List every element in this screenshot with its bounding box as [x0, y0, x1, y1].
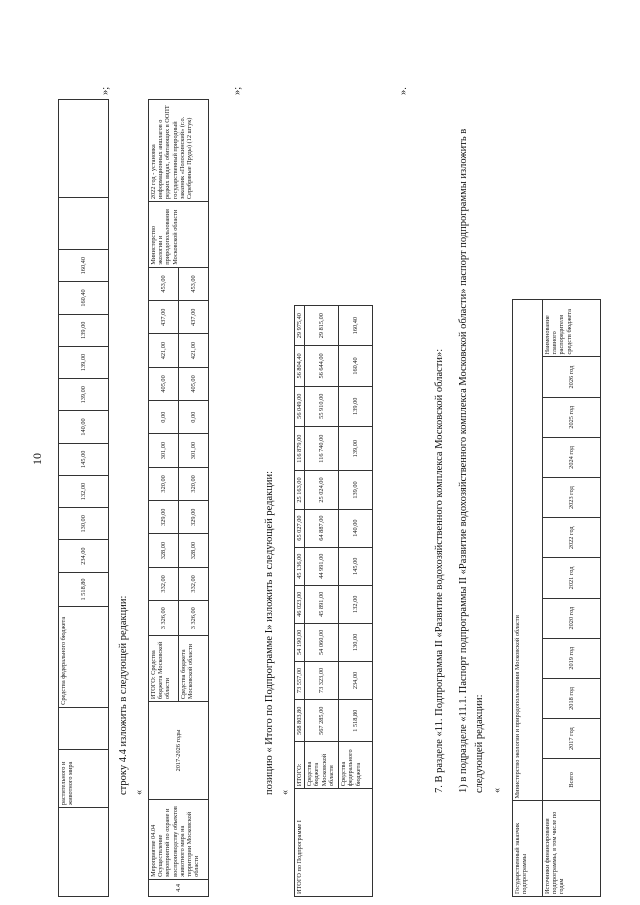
itogo-total-value: 46 023,00 [295, 585, 305, 623]
itogo-mo-value: 25 024,00 [305, 471, 339, 509]
row-4-4-total-value: 3 326,00 [149, 601, 179, 636]
row-4-4-table [148, 99, 209, 897]
passport-year: 2020 год [543, 598, 601, 638]
row-4-4-mo-value: 0,00 [179, 401, 209, 434]
open-quote: « [280, 790, 291, 795]
row-4-4-total-value: 0,00 [149, 401, 179, 434]
itogo-fed-value: 1 518,80 [339, 700, 373, 742]
passport-year: 2019 год [543, 638, 601, 678]
itogo-source-fed: Средства федерального бюджета [339, 742, 373, 789]
top-fragment-cell-empty [59, 198, 109, 250]
row-4-4-total-value: 405,00 [149, 367, 179, 400]
top-fragment-cell-empty [59, 100, 109, 198]
itogo-mo-value: 56 644,00 [305, 346, 339, 386]
top-fragment-value: 234,00 [59, 540, 109, 572]
row-4-4-mo-value: 301,00 [179, 434, 209, 467]
passport-table [512, 299, 601, 897]
top-fragment-value: 139,00 [59, 379, 109, 411]
section-7-heading: 7. В разделе «11. Подпрограмма II «Развитие водохозяйственного комплекса Московской области»: [434, 348, 445, 793]
closing-quote: ». [398, 87, 409, 95]
measure-period: 2017-2026 годы [149, 702, 209, 800]
passport-year: 2022 год [543, 518, 601, 558]
itogo-mo-value: 45 891,00 [305, 585, 339, 623]
top-fragment-value: 132,00 [59, 475, 109, 507]
row-4-4-mo-value: 320,00 [179, 467, 209, 500]
passport-sources-label: Источники финансирования подпрограммы, в том числе по годам [543, 801, 601, 897]
itogo-fed-value: 160,40 [339, 346, 373, 386]
top-fragment-cell-empty [59, 707, 109, 749]
passport-year: 2024 год [543, 437, 601, 477]
item-1-line-1: 1) в подразделе «11.1. Паспорт подпрограммы II «Развитие водохозяйственного комплекса Московской области» паспорт подпрограммы изложить в [458, 128, 469, 793]
row-4-4-total-value: 332,00 [149, 567, 179, 600]
itogo-total-value: 29 975,40 [295, 306, 305, 346]
itogo-fed-value: 132,00 [339, 585, 373, 623]
top-fragment-value: 139,00 [59, 346, 109, 378]
itogo-mo-value: 44 991,00 [305, 547, 339, 585]
open-quote: « [134, 790, 145, 795]
row-4-4-total-value: 301,00 [149, 434, 179, 467]
top-fragment-value: 130,00 [59, 508, 109, 540]
expected-result: 2022 год - установка информационных аншлагов о редких видах, обитающих в ООПТ государственный природный заказник «Полоскинский» (г.о. Серебряные Пруды) (12 штук) [149, 100, 209, 202]
passport-year: 2018 год [543, 678, 601, 718]
row-4-4-mo-value: 405,00 [179, 367, 209, 400]
top-fragment-value: 145,00 [59, 443, 109, 475]
row-4-4-mo-value: 329,00 [179, 501, 209, 534]
itogo-total-value: 54 190,00 [295, 623, 305, 661]
top-fragment-cell-empty [59, 808, 109, 897]
itogo-fed-value: 139,00 [339, 386, 373, 426]
passport-year: 2021 год [543, 558, 601, 598]
itogo-mo-value: 567 285,00 [305, 700, 339, 742]
itogo-fed-value: 160,40 [339, 306, 373, 346]
item-1-line-2: следующей редакции: [474, 694, 485, 793]
itogo-total-value: 56 049,00 [295, 386, 305, 426]
passport-year: 2025 год [543, 397, 601, 437]
instruction-itogo: позицию « Итого по Подпрограмме I» изложить в следующей редакции: [264, 470, 275, 795]
top-fragment-value: 160,40 [59, 282, 109, 314]
itogo-mo-value: 55 910,00 [305, 386, 339, 426]
top-fragment-table [58, 99, 109, 897]
itogo-fed-value: 139,00 [339, 426, 373, 471]
itogo-mo-value: 73 323,00 [305, 661, 339, 699]
itogo-total-value: 65 027,00 [295, 509, 305, 547]
top-fragment-value: 139,00 [59, 314, 109, 346]
closing-quote: »; [100, 86, 111, 95]
itogo-total-value: 568 803,80 [295, 700, 305, 742]
row-4-4-total-value: 328,00 [149, 534, 179, 567]
responsible-executor: Министерство экологии и природопользования Московской области [149, 202, 209, 268]
top-fragment-value: 1 518,80 [59, 572, 109, 606]
row-4-4-total-value: 320,00 [149, 467, 179, 500]
measure-name: Мероприятие 04.04 Осуществление мероприятий по охране и воспроизводству объектов животного мира на территории Московской области [149, 800, 209, 880]
itogo-mo-value: 64 887,00 [305, 509, 339, 547]
itogo-total-value: 116 879,00 [295, 426, 305, 471]
passport-customer-label: Государственный заказчик подпрограммы [513, 801, 543, 897]
row-4-4-mo-value: 421,00 [179, 334, 209, 367]
source-total: ИТОГО: Средства бюджета Московской области [149, 636, 179, 702]
passport-year: 2023 год [543, 478, 601, 518]
itogo-total-value: 45 136,00 [295, 547, 305, 585]
row-4-4-total-value: 453,00 [149, 267, 179, 300]
itogo-fed-value: 140,00 [339, 509, 373, 547]
passport-customer-value: Министерство экологии и природопользования Московской области [513, 300, 543, 801]
top-fragment-value: 160,40 [59, 250, 109, 282]
itogo-mo-value: 29 815,00 [305, 306, 339, 346]
passport-year: 2017 год [543, 719, 601, 759]
itogo-source-total: ИТОГО: [295, 742, 305, 789]
itogo-source-mo: Средства бюджета Московской области [305, 742, 339, 789]
closing-quote: »; [232, 86, 243, 95]
source-mo-budget: Средства бюджета Московской области [179, 636, 209, 702]
row-4-4-mo-value: 437,00 [179, 301, 209, 334]
row-4-4-total-value: 437,00 [149, 301, 179, 334]
itogo-mo-value: 116 740,00 [305, 426, 339, 471]
open-quote: « [492, 788, 503, 793]
itogo-table [294, 305, 373, 897]
top-fragment-cell-source: Средства федерального бюджета [59, 607, 109, 708]
row-4-4-mo-value: 3 326,00 [179, 601, 209, 636]
top-fragment-value: 140,00 [59, 411, 109, 443]
row-number: 4.4 [149, 879, 209, 896]
passport-total-label: Всего [543, 759, 601, 801]
itogo-total-value: 73 557,00 [295, 661, 305, 699]
row-4-4-mo-value: 332,00 [179, 567, 209, 600]
instruction-row-4-4: строку 4.4 изложить в следующей редакции: [118, 595, 129, 795]
itogo-fed-value: 145,00 [339, 547, 373, 585]
itogo-fed-value: 234,00 [339, 661, 373, 699]
passport-year: 2026 год [543, 357, 601, 397]
row-4-4-total-value: 329,00 [149, 501, 179, 534]
top-fragment-cell-activity: растительного и животного мира [59, 750, 109, 808]
itogo-fed-value: 139,00 [339, 471, 373, 509]
passport-budget-manager-label: Наименование главного распорядителя средств бюджета [543, 300, 601, 358]
page-number: 10 [30, 453, 44, 465]
itogo-total-value: 25 163,00 [295, 471, 305, 509]
itogo-mo-value: 54 060,00 [305, 623, 339, 661]
row-4-4-mo-value: 328,00 [179, 534, 209, 567]
itogo-total-value: 56 804,40 [295, 346, 305, 386]
itogo-name: ИТОГО по Подпрограмме I [295, 789, 373, 897]
row-4-4-mo-value: 453,00 [179, 267, 209, 300]
row-4-4-total-value: 421,00 [149, 334, 179, 367]
itogo-fed-value: 130,00 [339, 623, 373, 661]
